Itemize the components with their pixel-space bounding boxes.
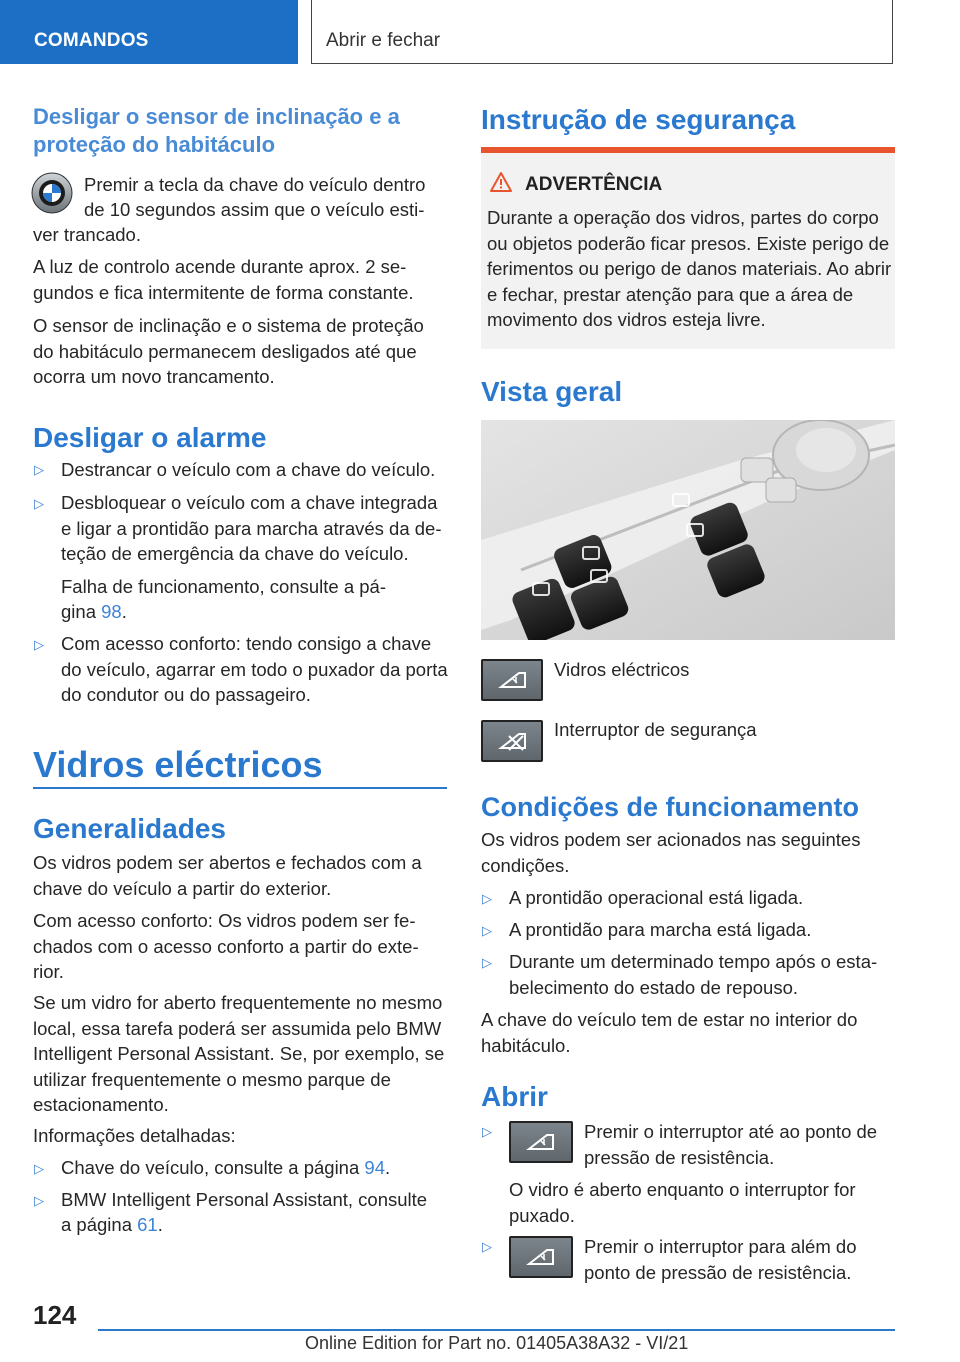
legend-safety: Interruptor de segurança bbox=[554, 719, 757, 740]
conditions-item-2: A prontidão para marcha está ligada. bbox=[509, 919, 812, 940]
window-switch-icon bbox=[509, 1121, 573, 1163]
bullet-icon: ▷ bbox=[34, 1161, 44, 1176]
alarm-item-3: Com acesso conforto: tendo consigo a chave do veículo, agarrar em todo o puxador da porta do condutor ou do passageiro. bbox=[61, 633, 448, 705]
bullet-icon: ▷ bbox=[482, 1124, 492, 1139]
general-p4: Informações detalhadas: bbox=[33, 1125, 236, 1146]
sensor-p1-line3: ver trancado. bbox=[33, 224, 141, 245]
sensor-p2: A luz de controlo acende durante aprox. 2 se-gundos e fica intermitente de forma constante. bbox=[33, 256, 414, 303]
bullet-icon: ▷ bbox=[482, 923, 492, 938]
open-step-1-note: O vidro é aberto enquanto o interruptor for puxado. bbox=[509, 1179, 856, 1226]
safety-heading: Instrução de segurança bbox=[481, 104, 796, 135]
open-heading: Abrir bbox=[481, 1081, 548, 1112]
page-link-61[interactable]: 61 bbox=[137, 1214, 158, 1235]
general-p1: Os vidros podem ser abertos e fechados com a chave do veículo a partir do exterior. bbox=[33, 852, 422, 899]
windows-heading: Vidros eléctricos bbox=[33, 744, 323, 785]
warning-box bbox=[481, 147, 895, 349]
open-step-2: Premir o interruptor para além do ponto de pressão de resistência. bbox=[584, 1236, 857, 1283]
page-link-98[interactable]: 98 bbox=[101, 601, 122, 622]
bullet-icon: ▷ bbox=[482, 955, 492, 970]
header-section-label: COMANDOS bbox=[34, 30, 149, 51]
alarm-item-2: Desbloquear o veículo com a chave integrada e ligar a prontidão para marcha através da de-teção de emergência da chave do veículo. bbox=[61, 492, 442, 564]
ref-item-2-line2: a página 61. bbox=[61, 1214, 163, 1235]
general-p2: Com acesso conforto: Os vidros podem ser fe-chados com o acesso conforto a partir do exte-rior. bbox=[33, 910, 419, 982]
warning-text: Durante a operação dos vidros, partes do corpo ou objetos poderão ficar presos. Existe perigo de ferimentos ou perigo de danos materiais. Ao abrir e fechar, prestar atenção para que a área de movimento dos vidros esteja livre. bbox=[487, 207, 892, 330]
bullet-icon: ▷ bbox=[482, 891, 492, 906]
alarm-note-line2: gina 98. bbox=[61, 601, 127, 622]
footer-rule bbox=[98, 1329, 895, 1331]
conditions-item-1: A prontidão operacional está ligada. bbox=[509, 887, 804, 908]
general-heading: Generalidades bbox=[33, 813, 226, 844]
ref-item-2-line1: BMW Intelligent Personal Assistant, consulte bbox=[61, 1189, 428, 1210]
warning-bar bbox=[481, 147, 895, 153]
alarm-note-gina: gina bbox=[61, 601, 96, 622]
general-p3: Se um vidro for aberto frequentemente no mesmo local, essa tarefa poderá ser assumida pelo BMW Intelligent Personal Assistant. Se, por exemplo, se utilizar frequentemente o mesmo parque de estacionamento. bbox=[33, 992, 445, 1115]
sensor-p1-line1: Premir a tecla da chave do veículo dentro bbox=[84, 174, 426, 195]
header-section-tab bbox=[0, 0, 298, 64]
open-step-1: Premir o interruptor até ao ponto de pressão de resistência. bbox=[584, 1121, 878, 1168]
bullet-icon: ▷ bbox=[482, 1239, 492, 1254]
footer-edition: Online Edition for Part no. 01405A38A32 - VI/21 bbox=[305, 1333, 689, 1353]
legend-windows: Vidros eléctricos bbox=[554, 659, 690, 680]
ref-item-1-text: Chave do veículo, consulte a página bbox=[61, 1157, 360, 1178]
alarm-note-line1: Falha de funcionamento, consulte a pá- bbox=[61, 576, 386, 597]
bmw-key-icon bbox=[31, 172, 73, 214]
alarm-item-1: Destrancar o veículo com a chave do veículo. bbox=[61, 459, 436, 480]
header-topic-label: Abrir e fechar bbox=[326, 30, 441, 51]
warning-triangle-icon bbox=[489, 171, 513, 198]
sensor-heading: Desligar o sensor de inclinação e a proteção do habitáculo bbox=[33, 104, 400, 157]
sensor-p1-line2: de 10 segundos assim que o veículo esti- bbox=[84, 199, 425, 220]
warning-title: ADVERTÊNCIA bbox=[525, 174, 663, 195]
alarm-heading: Desligar o alarme bbox=[33, 422, 267, 453]
sensor-p3: O sensor de inclinação e o sistema de proteção do habitáculo permanecem desligados até que ocorra um novo trancamento. bbox=[33, 315, 424, 387]
window-switch-icon bbox=[481, 659, 543, 701]
window-switch-icon bbox=[509, 1236, 573, 1278]
overview-heading: Vista geral bbox=[481, 376, 623, 407]
ref-item-1: Chave do veículo, consulte a página 94. bbox=[61, 1157, 391, 1178]
conditions-outro: A chave do veículo tem de estar no interior do habitáculo. bbox=[481, 1009, 858, 1056]
bullet-icon: ▷ bbox=[34, 637, 44, 652]
conditions-heading: Condições de funcionamento bbox=[481, 792, 860, 822]
bullet-icon: ▷ bbox=[34, 496, 44, 511]
ref-item-2-text: a página bbox=[61, 1214, 132, 1235]
conditions-intro: Os vidros podem ser acionados nas seguintes condições. bbox=[481, 829, 861, 876]
conditions-item-3: Durante um determinado tempo após o esta-belecimento do estado de repouso. bbox=[509, 951, 878, 998]
bullet-icon: ▷ bbox=[34, 1193, 44, 1208]
safety-switch-icon bbox=[481, 720, 543, 762]
window-switch-photo bbox=[481, 420, 895, 640]
page-number: 124 bbox=[33, 1300, 77, 1330]
header-topic-frame bbox=[311, 0, 893, 64]
bullet-icon: ▷ bbox=[34, 462, 44, 477]
page-link-94[interactable]: 94 bbox=[364, 1157, 385, 1178]
section-rule bbox=[33, 787, 447, 789]
